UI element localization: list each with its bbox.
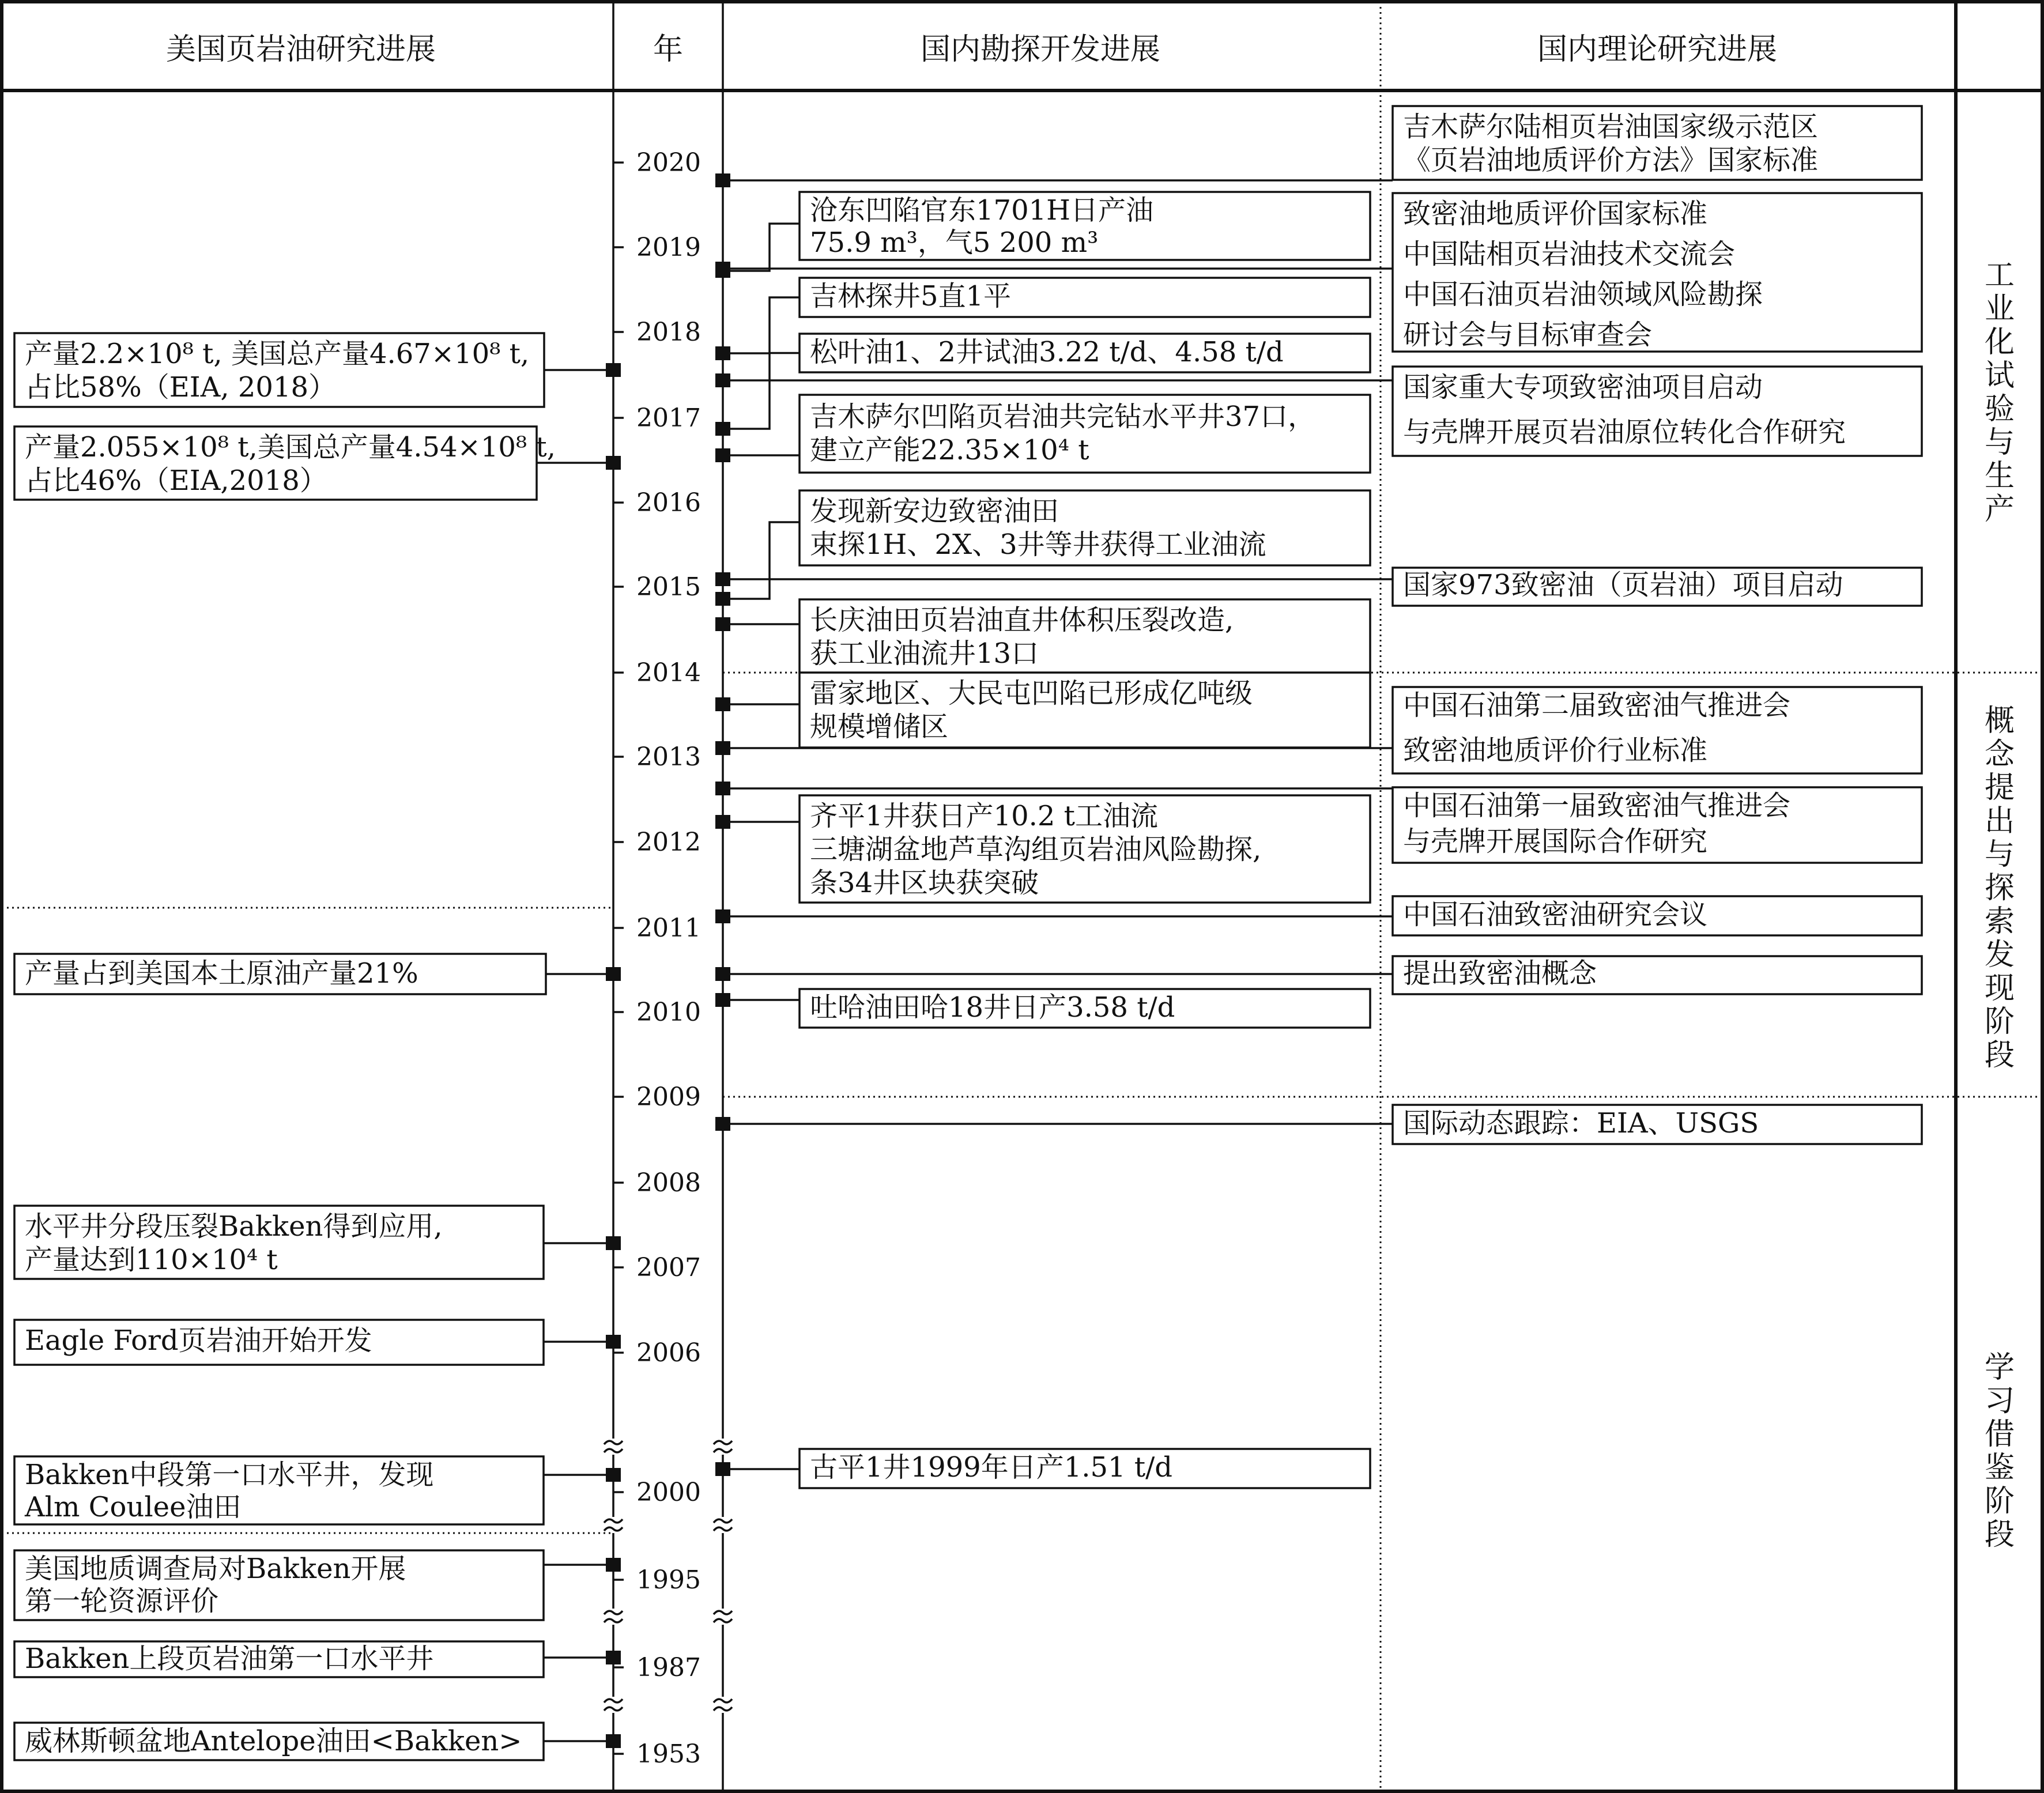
us-event-marker — [606, 1651, 621, 1664]
us-event — [14, 1550, 544, 1620]
year-label-2013: 2013 — [636, 742, 701, 772]
theory-event-text: 中国陆相页岩油技术交流会 — [1403, 238, 1736, 270]
stage-label-char: 索 — [1984, 904, 2015, 939]
exploration-event-marker — [715, 346, 730, 360]
exploration-event-text: 条34井区块获突破 — [810, 867, 1039, 899]
year-label-2018: 2018 — [636, 318, 701, 347]
stage-label-char: 产 — [1984, 492, 2015, 527]
exploration-event — [800, 795, 1370, 903]
theory-event-marker — [715, 782, 730, 795]
exploration-event-text: 束探1H、2X、3井等井获得工业油流 — [810, 529, 1266, 561]
theory-event — [1393, 193, 1922, 352]
theory-event-text: 研讨会与目标审查会 — [1403, 319, 1653, 351]
us-event-text: 产量达到110×10⁴ t — [25, 1244, 278, 1276]
exploration-event — [800, 334, 1370, 372]
axis-break-mark — [604, 1707, 623, 1711]
stage-label-char: 与 — [1984, 837, 2015, 872]
stage-label-char: 提 — [1984, 771, 2015, 805]
theory-event-text: 中国石油致密油研究会议 — [1403, 899, 1708, 931]
header-theory: 国内理论研究进展 — [1537, 32, 1778, 67]
stage-label — [1985, 258, 2015, 527]
stage-label-char: 生 — [1984, 459, 2015, 493]
exploration-event-text: 获工业油流井13口 — [810, 637, 1039, 670]
exploration-event-text: 规模增储区 — [810, 711, 949, 743]
header-exploration: 国内勘探开发进展 — [920, 32, 1161, 67]
exploration-event — [800, 1449, 1370, 1488]
stage-label-char: 出 — [1984, 804, 2015, 839]
axis-break-mark — [714, 1707, 732, 1711]
theory-event-text: 国家973致密油（页岩油）项目启动 — [1403, 569, 1843, 601]
year-label-2016: 2016 — [636, 488, 701, 518]
us-event-text: Bakken中段第一口水平井，发现 — [25, 1459, 434, 1491]
stage-label-char: 段 — [1984, 1518, 2015, 1552]
exploration-event-text: 吐哈油田哈18井日产3.58 t/d — [810, 991, 1175, 1024]
axis-break-mark — [604, 1611, 623, 1614]
stage-label-char: 念 — [1984, 737, 2015, 772]
theory-event-marker — [715, 967, 730, 981]
year-label-2020: 2020 — [636, 148, 701, 178]
us-event — [14, 1456, 544, 1524]
exploration-event — [800, 278, 1370, 317]
us-event-text: 威林斯顿盆地Antelope油田<Bakken> — [25, 1725, 522, 1757]
theory-event-text: 中国石油第一届致密油气推进会 — [1403, 790, 1791, 822]
year-label-2012: 2012 — [636, 828, 701, 857]
axis-break-mark — [604, 1441, 623, 1444]
us-event — [14, 426, 556, 500]
us-event-marker — [606, 1734, 621, 1748]
stage-column — [1985, 258, 2015, 1552]
exploration-event-marker — [715, 592, 730, 606]
stage-label-char: 借 — [1984, 1417, 2015, 1452]
stage-label-char: 与 — [1984, 425, 2015, 460]
stage-label-char: 阶 — [1984, 1005, 2015, 1039]
stage-label-char: 学 — [1984, 1350, 2015, 1385]
stage-label-char: 探 — [1984, 871, 2015, 905]
year-label-1953: 1953 — [636, 1739, 701, 1769]
theory-event-marker — [715, 173, 730, 187]
us-event-marker — [606, 1558, 621, 1572]
stage-label-char: 业 — [1984, 292, 2015, 326]
us-event — [14, 333, 544, 407]
stage-label-char: 验 — [1984, 392, 2015, 426]
stage-label-char: 阶 — [1984, 1484, 2015, 1519]
exploration-event-text: 75.9 m³，气5 200 m³ — [810, 227, 1099, 259]
axis-break-mark — [604, 1519, 623, 1523]
theory-event — [1393, 568, 1922, 606]
exploration-event-text: 古平1井1999年日产1.51 t/d — [810, 1451, 1173, 1484]
theory-event-text: 国家重大专项致密油项目启动 — [1403, 371, 1763, 403]
stage-label-char: 鉴 — [1984, 1451, 2015, 1485]
us-event-text: Alm Coulee油田 — [25, 1491, 242, 1523]
theory-event-text: 中国石油第二届致密油气推进会 — [1403, 689, 1791, 722]
us-event-text: 产量2.2×10⁸ t, 美国总产量4.67×10⁸ t, — [25, 338, 530, 370]
stage-label-char: 段 — [1984, 1038, 2015, 1073]
theory-event-marker — [715, 262, 730, 275]
stage-label-char: 发 — [1984, 938, 2015, 972]
header-year: 年 — [653, 32, 684, 67]
theory-event — [1393, 787, 1922, 863]
axis-break-mark — [604, 1699, 623, 1703]
theory-event-marker — [715, 572, 730, 586]
theory-event-marker — [715, 741, 730, 755]
theory-column — [1393, 106, 1922, 1144]
theory-event-text: 致密油地质评价行业标准 — [1403, 734, 1708, 767]
year-label-2019: 2019 — [636, 233, 701, 262]
us-event-marker — [606, 363, 621, 377]
exploration-connector — [723, 224, 800, 271]
exploration-event-text: 吉林探井5直1平 — [810, 280, 1012, 312]
theory-event-text: 提出致密油概念 — [1403, 957, 1597, 990]
us-event — [14, 1723, 544, 1760]
stage-label-char: 试 — [1984, 358, 2015, 393]
stage-label-char: 概 — [1984, 704, 2015, 738]
axis-break-mark — [714, 1699, 732, 1703]
stage-label-char: 工 — [1984, 258, 2015, 293]
us-progress-column — [14, 333, 556, 1760]
theory-event — [1393, 956, 1922, 994]
theory-event — [1393, 896, 1922, 935]
exploration-event-marker — [715, 697, 730, 711]
exploration-event — [800, 490, 1370, 565]
exploration-event — [800, 673, 1370, 748]
us-event — [14, 1641, 544, 1677]
header-us-progress: 美国页岩油研究进展 — [165, 32, 436, 67]
us-event-marker — [606, 456, 621, 470]
us-event-marker — [606, 1335, 621, 1349]
exploration-event-text: 发现新安边致密油田 — [810, 495, 1059, 527]
exploration-event-text: 长庆油田页岩油直井体积压裂改造, — [810, 604, 1234, 636]
year-label-1987: 1987 — [636, 1653, 701, 1682]
year-label-2017: 2017 — [636, 403, 701, 433]
exploration-event-marker — [715, 815, 730, 829]
theory-event — [1393, 367, 1922, 456]
us-event-text: Bakken上段页岩油第一口水平井 — [25, 1643, 434, 1675]
us-event-text: 占比46%（EIA,2018） — [25, 465, 327, 497]
exploration-event-text: 三塘湖盆地芦草沟组页岩油风险勘探, — [810, 833, 1262, 866]
year-label-2010: 2010 — [636, 998, 701, 1027]
us-event-text: 占比58%（EIA, 2018） — [25, 371, 337, 403]
exploration-connector — [723, 297, 800, 353]
us-event-text: 水平井分段压裂Bakken得到应用, — [25, 1210, 443, 1243]
exploration-event-text: 雷家地区、大民屯凹陷已形成亿吨级 — [810, 677, 1253, 709]
year-label-2011: 2011 — [636, 914, 701, 943]
exploration-connector — [723, 522, 800, 599]
us-event-marker — [606, 967, 621, 981]
exploration-event — [800, 989, 1370, 1028]
theory-event-text: 国际动态跟踪：EIA、USGS — [1403, 1107, 1759, 1139]
us-event-text: 第一轮资源评价 — [25, 1585, 219, 1617]
theory-event — [1393, 1105, 1922, 1144]
us-event — [14, 1206, 544, 1279]
exploration-event — [800, 192, 1370, 260]
theory-event-text: 与壳牌开展页岩油原位转化合作研究 — [1403, 416, 1846, 448]
stage-label-char: 习 — [1984, 1384, 2015, 1418]
exploration-event-marker — [715, 1462, 730, 1476]
us-event-text: Eagle Ford页岩油开始开发 — [25, 1324, 372, 1357]
theory-event — [1393, 687, 1922, 773]
us-event-marker — [606, 1468, 621, 1482]
stage-label-char: 化 — [1984, 325, 2015, 360]
axis-break-mark — [604, 1619, 623, 1622]
exploration-column — [800, 192, 1370, 1488]
year-label-2000: 2000 — [636, 1478, 701, 1507]
theory-event — [1393, 106, 1922, 180]
axis-break-mark — [714, 1449, 732, 1452]
us-event-text: 产量2.055×10⁸ t,美国总产量4.54×10⁸ t, — [25, 431, 556, 463]
exploration-connector — [723, 353, 800, 429]
axis-break-mark — [714, 1527, 732, 1531]
theory-event-text: 中国石油页岩油领域风险勘探 — [1403, 278, 1763, 311]
year-label-2015: 2015 — [636, 572, 701, 602]
exploration-event-marker — [715, 993, 730, 1007]
column-headers — [166, 32, 1777, 67]
exploration-event-marker — [715, 448, 730, 462]
theory-event-marker — [715, 909, 730, 923]
theory-event-text: 与壳牌开展国际合作研究 — [1403, 825, 1708, 858]
us-event-text: 美国地质调查局对Bakken开展 — [25, 1553, 406, 1585]
axis-break-mark — [714, 1611, 732, 1614]
exploration-event-text: 沧东凹陷官东1701H日产油 — [810, 194, 1154, 227]
exploration-event-text: 吉木萨尔凹陷页岩油共完钻水平井37口， — [810, 401, 1316, 433]
stage-label-char: 现 — [1984, 971, 2015, 1006]
year-axis — [604, 2, 732, 1791]
exploration-event-text: 齐平1井获日产10.2 t工油流 — [810, 800, 1158, 832]
theory-event-text: 《页岩油地质评价方法》国家标准 — [1403, 144, 1819, 176]
year-label-2014: 2014 — [636, 658, 701, 688]
axis-break-mark — [604, 1527, 623, 1531]
exploration-event — [800, 599, 1370, 673]
year-label-2008: 2008 — [636, 1168, 701, 1198]
us-event-text: 产量占到美国本土原油产量21% — [25, 957, 418, 990]
stage-label — [1985, 704, 2015, 1073]
theory-event-text: 吉木萨尔陆相页岩油国家级示范区 — [1403, 111, 1819, 143]
us-event — [14, 1320, 544, 1365]
exploration-event-text: 建立产能22.35×10⁴ t — [810, 434, 1089, 466]
exploration-event-marker — [715, 617, 730, 631]
stage-label — [1985, 1350, 2015, 1552]
axis-break-mark — [714, 1619, 732, 1622]
exploration-event-text: 松叶油1、2井试油3.22 t/d、4.58 t/d — [810, 336, 1284, 368]
year-label-1995: 1995 — [636, 1565, 701, 1595]
axis-break-mark — [714, 1519, 732, 1523]
year-label-2006: 2006 — [636, 1338, 701, 1368]
theory-event-marker — [715, 1117, 730, 1131]
exploration-event-marker — [715, 422, 730, 436]
theory-event-marker — [715, 373, 730, 387]
theory-event-text: 致密油地质评价国家标准 — [1403, 198, 1708, 230]
year-label-2009: 2009 — [636, 1082, 701, 1112]
exploration-event — [800, 395, 1370, 473]
axis-break-mark — [604, 1449, 623, 1452]
axis-break-mark — [714, 1441, 732, 1444]
us-event — [14, 954, 546, 994]
us-event-marker — [606, 1236, 621, 1250]
year-label-2007: 2007 — [636, 1253, 701, 1282]
